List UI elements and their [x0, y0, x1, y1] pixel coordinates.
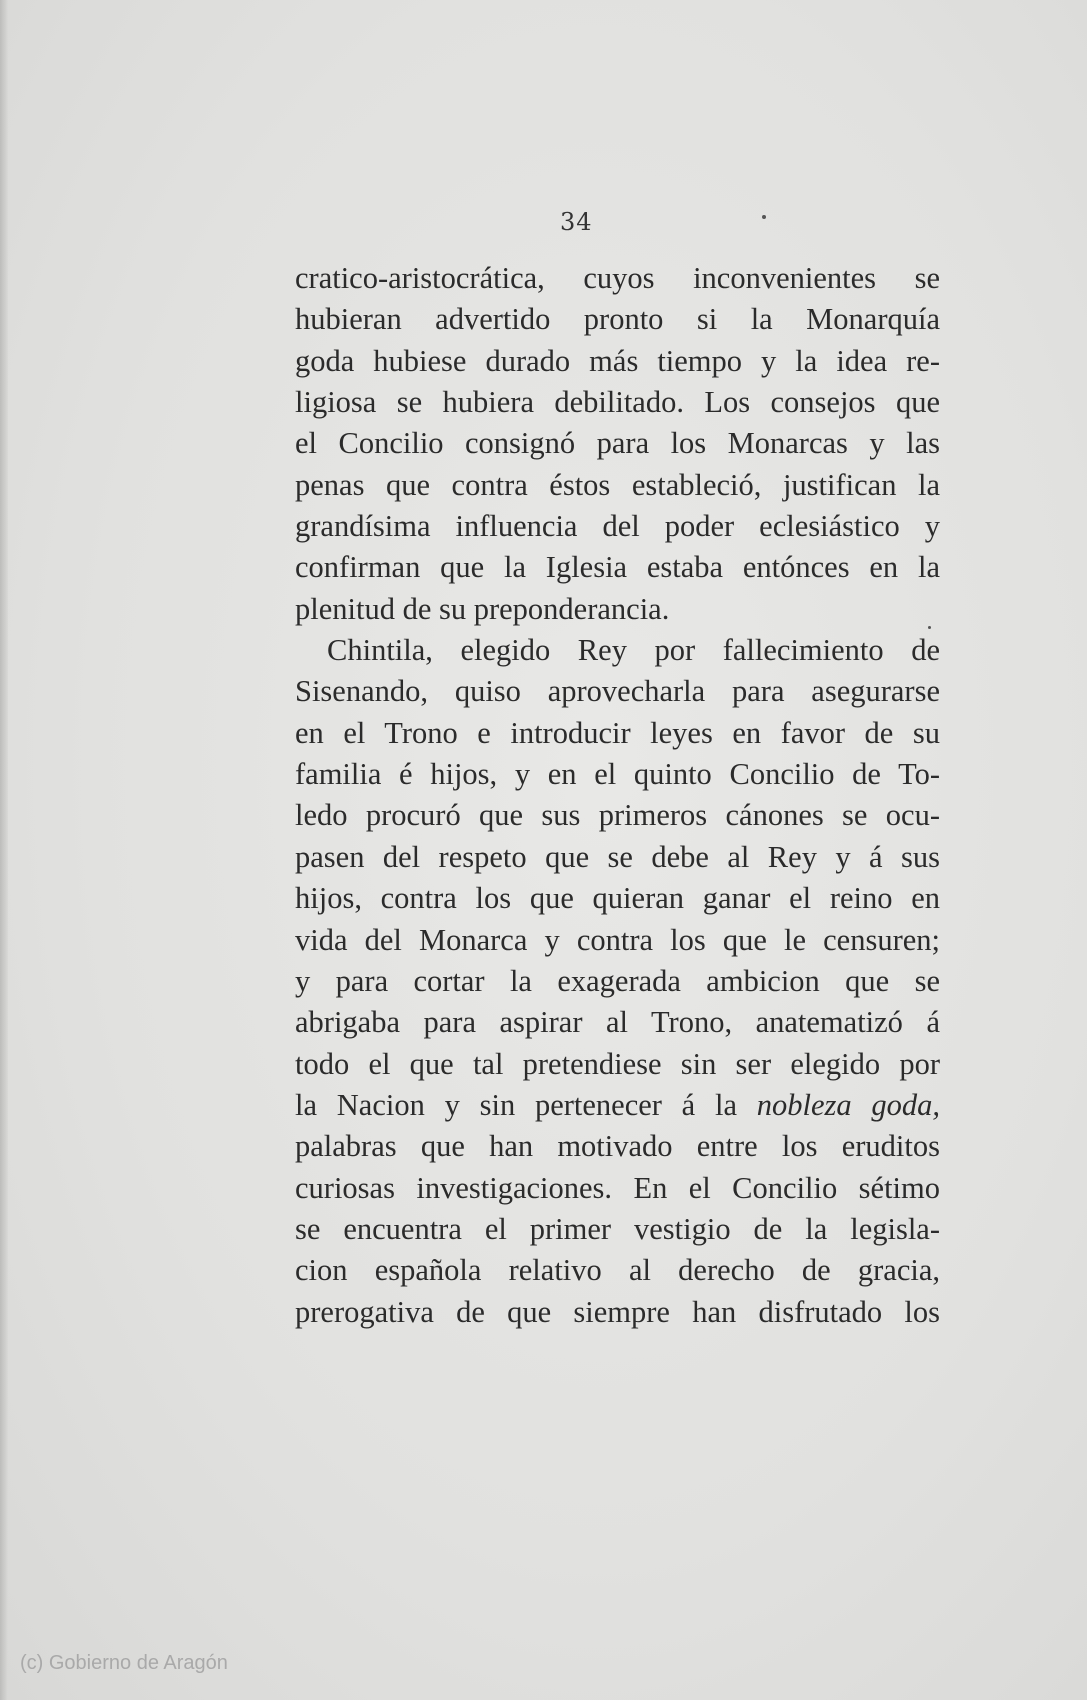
- text-line: hubieran advertido pronto si la Monarquía: [295, 302, 940, 337]
- text-line: se encuentra el primer vestigio de la legisla-: [295, 1211, 940, 1246]
- text-line: el Concilio consignó para los Monarcas y las: [295, 426, 940, 461]
- text-line: Sisenando, quiso aprovecharla para asegurarse: [295, 674, 940, 709]
- text-line: grandísima influencia del poder eclesiástico y: [295, 509, 940, 544]
- text-line: goda hubiese durado más tiempo y la idea re-: [295, 343, 940, 378]
- italic-phrase: nobleza goda,: [756, 1087, 941, 1122]
- text-line-with-italic: [295, 1085, 940, 1126]
- page-number: 34: [560, 208, 593, 236]
- text-line: abrigaba para aspirar al Trono, anatematizó á: [295, 1005, 940, 1040]
- text-line: familia é hijos, y en el quinto Concilio de To-: [295, 757, 940, 792]
- text-line: cion española relativo al derecho de gracia,: [295, 1253, 940, 1288]
- ink-speck: [928, 626, 931, 629]
- text-line: confirman que la Iglesia estaba entónces en la: [295, 550, 940, 585]
- text-line: vida del Monarca y contra los que le censuren;: [295, 922, 940, 957]
- text-line: hijos, contra los que quieran ganar el reino en: [295, 881, 940, 916]
- text-segment: la Nacion y sin pertenecer á la: [295, 1087, 737, 1122]
- text-line: y para cortar la exagerada ambicion que se: [295, 963, 940, 998]
- ink-speck: [762, 215, 766, 219]
- text-line: prerogativa de que siempre han disfrutado los: [295, 1294, 940, 1329]
- page-left-edge: [0, 0, 8, 1700]
- paragraph-end-line: plenitud de su preponderancia.: [295, 591, 670, 626]
- copyright-notice: (c) Gobierno de Aragón: [20, 1652, 228, 1674]
- text-line: cratico-aristocrática, cuyos inconvenientes se: [295, 261, 940, 295]
- text-line: ligiosa se hubiera debilitado. Los consejos que: [295, 385, 940, 420]
- text-line: penas que contra éstos estableció, justifican la: [295, 467, 940, 502]
- paragraph-start-line: Chintila, elegido Rey por fallecimiento de: [327, 633, 940, 668]
- text-line: todo el que tal pretendiese sin ser elegido por: [295, 1046, 940, 1081]
- text-line: pasen del respeto que se debe al Rey y á sus: [295, 839, 940, 874]
- text-line: palabras que han motivado entre los eruditos: [295, 1129, 940, 1164]
- text-line: en el Trono e introducir leyes en favor de su: [295, 715, 940, 750]
- body-text: [295, 258, 940, 1333]
- text-line: curiosas investigaciones. En el Concilio sétimo: [295, 1170, 940, 1205]
- text-line: ledo procuró que sus primeros cánones se ocu-: [295, 798, 940, 833]
